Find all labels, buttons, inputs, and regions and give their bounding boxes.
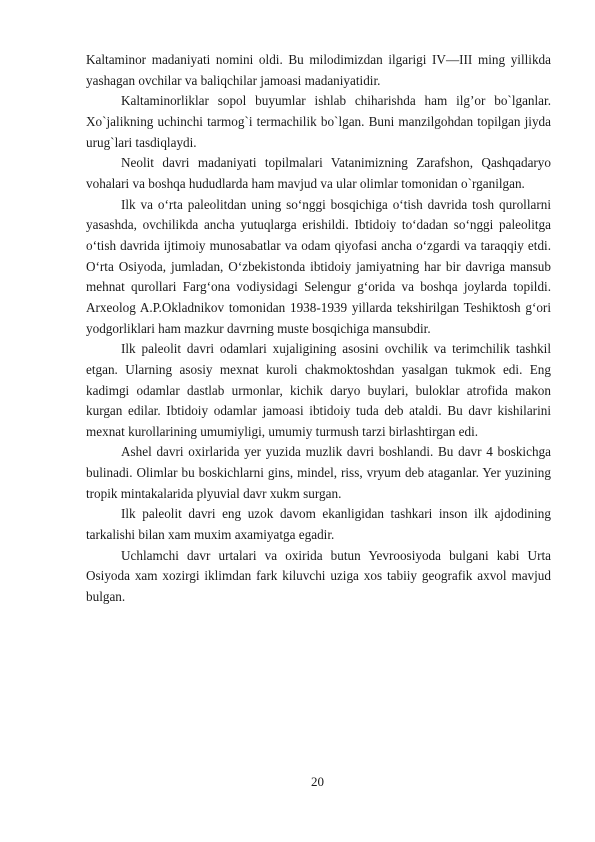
paragraph-3: Neolit davri madaniyati topilmalari Vatanimizning Zarafshon, Qashqadaryo vohalari va boshqa hududlarda ham mavjud va ular olimlar tomonidan o`rganilgan. bbox=[86, 155, 551, 191]
paragraph-7: Ilk paleolit davri eng uzok davom ekanligidan tashkari inson ilk ajdodining tarkalishi bilan xam muxim axamiyatga egadir. bbox=[86, 506, 551, 543]
paragraph-5: Ilk paleolit davri odamlari xujaligining asosini ovchilik va terimchilik tashkil etgan. Ularning asosiy mexnat kuroli chakmoktoshdan yasalgan tukmok edi. Eng kadimgi odamlar dastlab urmonlar, kichik daryo buylari, buloklar atrofida makon kurgan edilar. Ibtidoiy odamlar jamoasi ibtidoiy tuda deb ataldi. Bu davr kishilarini mexnat kurollarining umumiyligi, umumiy turmush tarzi birlashtirgan edi. bbox=[86, 341, 551, 439]
body-text bbox=[86, 50, 551, 608]
paragraph-2: Kaltaminorliklar sopol buyumlar ishlab chiharishda ham ilg’or bo`lganlar. Xo`jalikning uchinchi tarmog`i termachilik bo`lgan. Buni manzilgohdan topilgan jiyda urug`lari tasdiqlaydi. bbox=[86, 93, 551, 150]
page-number: 20 bbox=[311, 774, 324, 789]
paragraph-4: Ilk va o‘rta paleolitdan uning so‘nggi bosqichiga o‘tish davrida tosh qurollarni yasashda, ovchilikda ancha yutuqlarga erishildi. Ibtidoiy to‘dadan so‘nggi paleolitga o‘tish davrida ijtimoiy munosabatlar va odam qiyofasi ancha o‘zgardi va taraqqiy etdi. O‘rta Osiyoda, jumladan, O‘zbekistonda ibtidoiy jamiyatning har bir davriga mansub mehnat qurollari Farg‘ona vodiysidagi Selengur g‘orida va boshqa joylarda topildi. Arxeolog A.P.Okladnikov tomonidan 1938-1939 yillarda tekshirilgan Teshiktosh g‘ori yodgorliklari ham mazkur davrning muste bosqichiga mansubdir. bbox=[86, 196, 551, 336]
paragraph-8: Uchlamchi davr urtalari va oxirida butun Yevroosiyoda bulgani kabi Urta Osiyoda xam xozirgi iklimdan fark kiluvchi uziga xos tabiiy geografik axvol mavjud bulgan. bbox=[86, 547, 551, 605]
paragraph-6: Ashel davri oxirlarida yer yuzida muzlik davri boshlandi. Bu davr 4 boskichga bulinadi. Olimlar bu boskichlarni gins, mindel, riss, vryum deb ataganlar. Yer yuzining tropik mintakalarida plyuvial davr xukm surgan. bbox=[86, 444, 551, 501]
paragraph-1: Kaltaminor madaniyati nomini oldi. Bu milodimizdan ilgarigi IV—III ming yillikda yashagan ovchilar va baliqchilar jamoasi madaniyatidir. bbox=[86, 52, 551, 88]
